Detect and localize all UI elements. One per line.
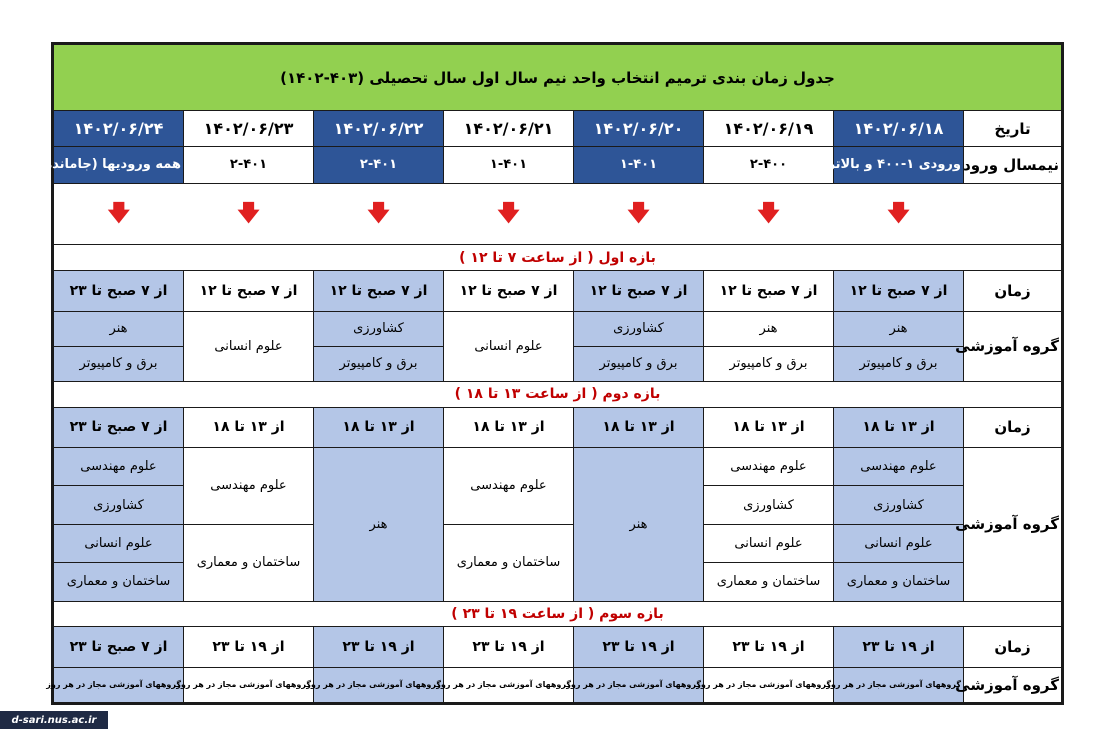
- label-group: گروه آموزشی: [964, 448, 1062, 602]
- group-cell: علوم مهندسی: [184, 448, 314, 525]
- date-cell: ۱۴۰۲/۰۶/۲۳: [184, 111, 314, 147]
- group-cell: علوم انسانی: [444, 311, 574, 381]
- entry-cell: ورودی ۱-۴۰۰ و بالاتر: [834, 147, 964, 183]
- group-cell: ساختمان و معماری: [834, 563, 964, 601]
- group-note-cell: گروههای آموزشی مجاز در هر روز: [54, 667, 184, 702]
- table-title: جدول زمان بندی ترمیم انتخاب واحد نیم سال اول سال تحصیلی (۴۰۳-۱۴۰۲): [54, 45, 1062, 111]
- entry-cell: ۲-۴۰۱: [314, 147, 444, 183]
- date-cell: ۱۴۰۲/۰۶/۲۱: [444, 111, 574, 147]
- p1-group-row: [54, 311, 1062, 346]
- entry-cell: ۱-۴۰۱: [574, 147, 704, 183]
- group-cell: کشاورزی: [574, 311, 704, 346]
- arrow-down-icon: 🡇: [237, 201, 260, 227]
- label-time: زمان: [964, 271, 1062, 312]
- time-cell: از ۱۳ تا ۱۸: [444, 407, 574, 448]
- group-cell: هنر: [834, 311, 964, 346]
- group-cell: ساختمان و معماری: [444, 524, 574, 601]
- date-cell: ۱۴۰۲/۰۶/۲۴: [54, 111, 184, 147]
- time-cell: از ۱۳ تا ۱۸: [574, 407, 704, 448]
- time-cell: از ۷ صبح تا ۲۳: [54, 271, 184, 312]
- entry-cell: ۲-۴۰۱: [184, 147, 314, 183]
- p3-time-row: [54, 627, 1062, 668]
- group-cell: هنر: [314, 448, 444, 602]
- time-cell: از ۷ صبح تا ۱۲: [184, 271, 314, 312]
- label-entry: نیمسال ورود: [964, 147, 1062, 183]
- time-cell: از ۷ صبح تا ۲۳: [54, 627, 184, 668]
- group-cell: کشاورزی: [834, 486, 964, 524]
- group-cell: علوم مهندسی: [444, 448, 574, 525]
- entry-cell: ۲-۴۰۰: [704, 147, 834, 183]
- time-cell: از ۱۹ تا ۲۳: [574, 627, 704, 668]
- entry-cell: ۱-۴۰۱: [444, 147, 574, 183]
- group-cell: کشاورزی: [704, 486, 834, 524]
- time-cell: از ۱۹ تا ۲۳: [314, 627, 444, 668]
- time-cell: از ۱۳ تا ۱۸: [834, 407, 964, 448]
- group-cell: علوم انسانی: [54, 524, 184, 562]
- group-note-cell: گروههای آموزشی مجاز در هر روز: [574, 667, 704, 702]
- date-cell: ۱۴۰۲/۰۶/۲۲: [314, 111, 444, 147]
- time-cell: از ۷ صبح تا ۱۲: [314, 271, 444, 312]
- group-note-cell: گروههای آموزشی مجاز در هر روز: [184, 667, 314, 702]
- date-row: [54, 111, 1062, 147]
- date-cell: ۱۴۰۲/۰۶/۲۰: [574, 111, 704, 147]
- period-3-title: بازه سوم ( از ساعت ۱۹ تا ۲۳ ): [54, 601, 1062, 627]
- label-time: زمان: [964, 627, 1062, 668]
- p1-time-row: [54, 271, 1062, 312]
- date-cell: ۱۴۰۲/۰۶/۱۸: [834, 111, 964, 147]
- group-cell: علوم مهندسی: [704, 448, 834, 486]
- group-cell: برق و کامپیوتر: [54, 346, 184, 381]
- time-cell: از ۷ صبح تا ۱۲: [444, 271, 574, 312]
- p3-group-row: [54, 667, 1062, 702]
- time-cell: از ۷ صبح تا ۲۳: [54, 407, 184, 448]
- website-tag: d-sari.nus.ac.ir: [0, 711, 108, 729]
- time-cell: از ۱۳ تا ۱۸: [314, 407, 444, 448]
- p2-time-row: [54, 407, 1062, 448]
- schedule-table: [38, 44, 1062, 703]
- group-cell: کشاورزی: [54, 486, 184, 524]
- group-cell: هنر: [704, 311, 834, 346]
- time-cell: از ۱۹ تا ۲۳: [704, 627, 834, 668]
- arrow-down-icon: 🡇: [757, 201, 780, 227]
- time-cell: از ۷ صبح تا ۱۲: [704, 271, 834, 312]
- group-cell: علوم مهندسی: [54, 448, 184, 486]
- entry-row: [54, 147, 1062, 183]
- arrow-down-icon: 🡇: [107, 201, 131, 227]
- group-cell: علوم مهندسی: [834, 448, 964, 486]
- group-cell: هنر: [574, 448, 704, 602]
- time-cell: از ۷ صبح تا ۱۲: [834, 271, 964, 312]
- group-cell: برق و کامپیوتر: [704, 346, 834, 381]
- period-2-title: بازه دوم ( از ساعت ۱۳ تا ۱۸ ): [54, 381, 1062, 407]
- group-note-cell: گروههای آموزشی مجاز در هر روز: [834, 667, 964, 702]
- group-note-cell: گروههای آموزشی مجاز در هر روز: [444, 667, 574, 702]
- group-cell: هنر: [54, 311, 184, 346]
- group-cell: ساختمان و معماری: [54, 563, 184, 601]
- label-date: تاریخ: [964, 111, 1062, 147]
- group-cell: ساختمان و معماری: [184, 524, 314, 601]
- label-time: زمان: [964, 407, 1062, 448]
- time-cell: از ۷ صبح تا ۱۲: [574, 271, 704, 312]
- arrow-down-icon: 🡇: [497, 201, 520, 227]
- group-cell: علوم انسانی: [834, 524, 964, 562]
- group-cell: علوم انسانی: [184, 311, 314, 381]
- time-cell: از ۱۹ تا ۲۳: [184, 627, 314, 668]
- group-cell: برق و کامپیوتر: [834, 346, 964, 381]
- group-cell: ساختمان و معماری: [704, 563, 834, 601]
- group-cell: برق و کامپیوتر: [314, 346, 444, 381]
- label-group: گروه آموزشی: [964, 667, 1062, 702]
- group-cell: کشاورزی: [314, 311, 444, 346]
- group-cell: علوم انسانی: [704, 524, 834, 562]
- arrow-down-icon: 🡇: [887, 201, 910, 227]
- group-note-cell: گروههای آموزشی مجاز در هر روز: [314, 667, 444, 702]
- p2-group-row: [54, 448, 1062, 486]
- entry-cell: همه ورودیها (جامانده): [54, 147, 184, 183]
- label-group: گروه آموزشی: [964, 311, 1062, 381]
- date-cell: ۱۴۰۲/۰۶/۱۹: [704, 111, 834, 147]
- group-cell: برق و کامپیوتر: [574, 346, 704, 381]
- period-1-title: بازه اول ( از ساعت ۷ تا ۱۲ ): [54, 245, 1062, 271]
- arrow-row: [54, 183, 1062, 245]
- time-cell: از ۱۹ تا ۲۳: [444, 627, 574, 668]
- schedule-sheet: [38, 42, 1064, 705]
- time-cell: از ۱۳ تا ۱۸: [704, 407, 834, 448]
- arrow-down-icon: 🡇: [367, 201, 390, 227]
- group-note-cell: گروههای آموزشی مجاز در هر روز: [704, 667, 834, 702]
- time-cell: از ۱۹ تا ۲۳: [834, 627, 964, 668]
- time-cell: از ۱۳ تا ۱۸: [184, 407, 314, 448]
- p2-group-row: [54, 524, 1062, 562]
- arrow-down-icon: 🡇: [627, 201, 650, 227]
